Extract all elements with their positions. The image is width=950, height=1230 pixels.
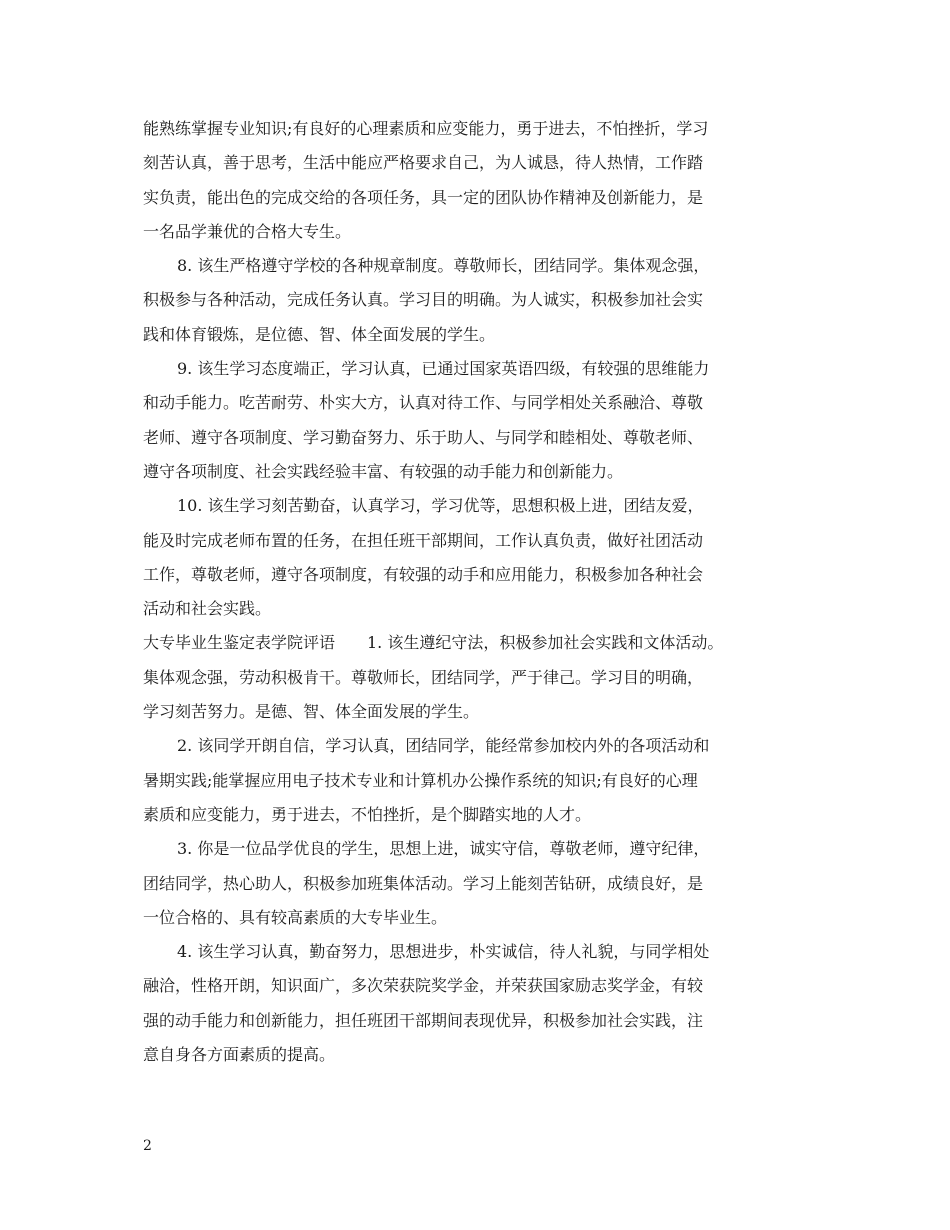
text-line: 8. 该生严格遵守学校的各种规章制度。尊敬师长，团结同学。集体观念强， (177, 256, 710, 276)
text-line: 工作，尊敬老师，遵守各项制度，有较强的动手和应用能力，积极参加各种社会 (143, 564, 704, 584)
text-line: 积极参与各种活动，完成任务认真。学习目的明确。为人诚实，积极参加社会实 (143, 290, 704, 310)
text-line: 老师、遵守各项制度、学习勤奋努力、乐于助人、与同学和睦相处、尊敬老师、 (143, 427, 704, 447)
text-line: 能熟练掌握专业知识;有良好的心理素质和应变能力，勇于进去，不怕挫折，学习 (143, 119, 709, 138)
text-line: 和动手能力。吃苦耐劳、朴实大方，认真对待工作、与同学相处关系融洽、尊敬 (143, 393, 704, 413)
text-line: 9. 该生学习态度端正，学习认真，已通过国家英语四级，有较强的思维能力 (177, 359, 710, 379)
text-line: 一名品学兼优的合格大专生。 (143, 221, 352, 241)
text-line: 暑期实践;能掌握应用电子技术专业和计算机办公操作系统的知识;有良好的心理 (143, 770, 698, 790)
text-line: 实负责，能出色的完成交给的各项任务，具一定的团队协作精神及创新能力，是 (143, 187, 704, 207)
text-line: 能及时完成老师布置的任务，在担任班干部期间，工作认真负责，做好社团活动 (143, 530, 704, 550)
text-line: 一位合格的、具有较高素质的大专毕业生。 (143, 907, 448, 927)
text-line: 集体观念强，劳动积极肯干。尊敬师长，团结同学，严于律己。学习目的明确， (143, 667, 704, 687)
text-line: 遵守各项制度、社会实践经验丰富、有较强的动手能力和创新能力。 (143, 461, 624, 481)
text-line: 强的动手能力和创新能力，担任班团干部期间表现优异，积极参加社会实践，注 (143, 1010, 704, 1030)
text-line: 2. 该同学开朗自信，学习认真，团结同学，能经常参加校内外的各项活动和 (177, 736, 710, 756)
text-line: 活动和社会实践。 (143, 599, 272, 619)
text-line: 大专毕业生鉴定表学院评语 1. 该生遵纪守法，积极参加社会实践和文体活动。 (143, 633, 724, 653)
text-line: 刻苦认真，善于思考，生活中能应严格要求自己，为人诚恳，待人热情，工作踏 (143, 153, 704, 173)
document-body (143, 112, 823, 1072)
text-line: 意自身各方面素质的提高。 (143, 1045, 336, 1065)
text-line: 团结同学，热心助人，积极参加班集体活动。学习上能刻苦钻研，成绩良好，是 (143, 873, 704, 893)
text-line: 4. 该生学习认真，勤奋努力，思想进步，朴实诚信，待人礼貌，与同学相处 (177, 942, 710, 962)
text-line: 3. 你是一位品学优良的学生，思想上进，诚实守信，尊敬老师，遵守纪律， (177, 839, 710, 859)
text-line: 素质和应变能力，勇于进去，不怕挫折，是个脚踏实地的人才。 (143, 804, 592, 824)
text-line: 10. 该生学习刻苦勤奋，认真学习，学习优等，思想积极上进，团结友爱， (177, 496, 704, 516)
page-number: 2 (143, 1138, 152, 1154)
text-line: 践和体育锻炼，是位德、智、体全面发展的学生。 (143, 324, 496, 344)
text-line: 学习刻苦努力。是德、智、体全面发展的学生。 (143, 702, 480, 722)
text-line: 融洽，性格开朗，知识面广，多次荣获院奖学金，并荣获国家励志奖学金，有较 (143, 976, 704, 996)
